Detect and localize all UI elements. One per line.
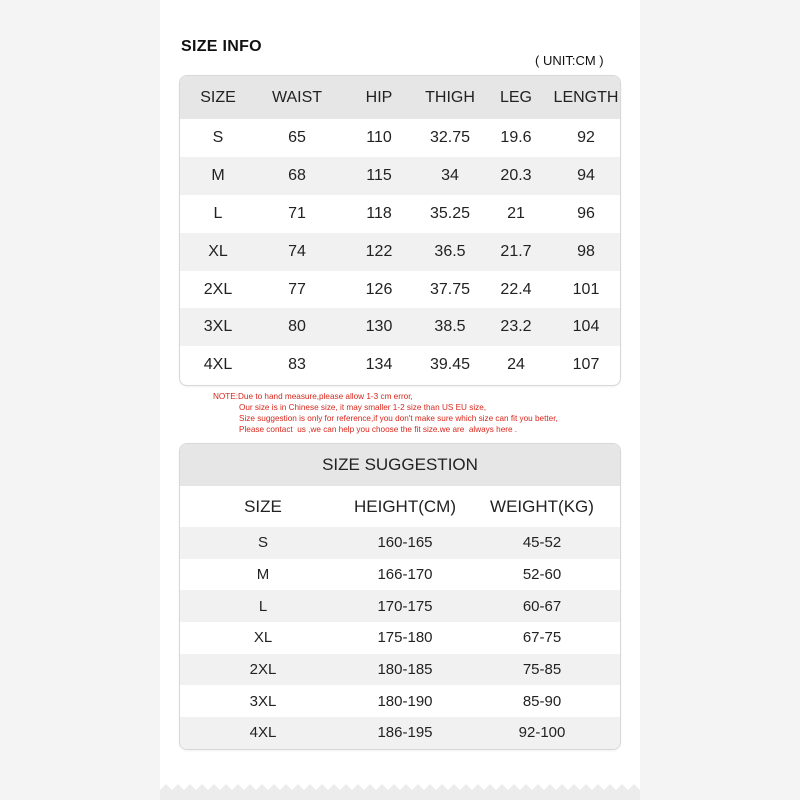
size-info-table — [180, 76, 620, 384]
cell-hip: 126 — [365, 280, 393, 298]
cell-waist: 65 — [288, 128, 306, 146]
table-row — [180, 119, 620, 157]
note-line-2: Our size is in Chinese size, it may smaller 1-2 size than US EU size, — [239, 403, 487, 412]
cell-height: 186-195 — [346, 717, 464, 749]
table-row — [180, 654, 620, 686]
cell-weight: 85-90 — [522, 692, 562, 710]
cell-hip: 122 — [338, 233, 420, 271]
cell-length: 96 — [577, 204, 595, 222]
page-margin-right — [639, 0, 800, 800]
cell-weight: 52-60 — [522, 566, 562, 584]
table-row — [180, 717, 620, 749]
table-row — [180, 559, 620, 591]
header-length: LENGTH — [552, 76, 620, 119]
size-suggestion-table — [180, 486, 620, 749]
cell-waist: 83 — [288, 356, 306, 374]
cell-length: 107 — [572, 356, 600, 374]
table-row — [180, 233, 620, 271]
cell-size: L — [213, 204, 223, 222]
note-line-4: Please contact us ,we can help you choose the fit size.we are always here . — [239, 425, 518, 434]
zigzag-bottom-edge — [160, 776, 640, 800]
table-row — [180, 685, 620, 717]
header-height: HEIGHT(CM) — [354, 496, 456, 516]
unit-label: ( UNIT:CM ) — [535, 53, 604, 68]
cell-leg: 23.2 — [480, 308, 552, 346]
cell-leg: 22.4 — [500, 280, 532, 298]
table-row — [180, 271, 620, 309]
cell-leg: 19.6 — [500, 128, 532, 146]
cell-height: 180-185 — [346, 654, 464, 686]
size-info-title: SIZE INFO — [181, 38, 262, 55]
cell-thigh: 32.75 — [429, 128, 471, 146]
header-size: SIZE — [244, 496, 282, 516]
cell-height: 166-170 — [377, 566, 433, 584]
table-row — [180, 195, 620, 233]
cell-length: 101 — [572, 280, 600, 298]
cell-size: M — [180, 157, 256, 195]
cell-size: XL — [180, 233, 256, 271]
cell-size: S — [180, 527, 346, 559]
cell-size: 2XL — [203, 280, 233, 298]
cell-thigh: 38.5 — [420, 308, 480, 346]
cell-weight: 92-100 — [464, 717, 620, 749]
table-row — [180, 590, 620, 622]
cell-height: 160-165 — [346, 527, 464, 559]
cell-waist: 80 — [256, 308, 338, 346]
size-suggestion-box — [179, 443, 621, 750]
cell-length: 98 — [552, 233, 620, 271]
cell-hip: 115 — [338, 157, 420, 195]
header-size: SIZE — [180, 76, 256, 119]
cell-hip: 110 — [366, 128, 392, 146]
cell-thigh: 34 — [420, 157, 480, 195]
header-hip: HIP — [338, 76, 420, 119]
header-thigh: THIGH — [420, 76, 480, 119]
cell-size: XL — [253, 629, 273, 647]
cell-size: L — [180, 590, 346, 622]
cell-weight: 67-75 — [522, 629, 562, 647]
cell-waist: 68 — [256, 157, 338, 195]
size-info-header-row — [180, 76, 620, 119]
cell-leg: 20.3 — [480, 157, 552, 195]
note-line-1: NOTE:Due to hand measure,please allow 1-3 cm error, — [213, 392, 413, 401]
cell-thigh: 37.75 — [429, 280, 471, 298]
header-weight: WEIGHT(KG) — [490, 496, 594, 516]
table-row — [180, 622, 620, 654]
cell-length: 104 — [552, 308, 620, 346]
cell-weight: 45-52 — [464, 527, 620, 559]
cell-leg: 21.7 — [480, 233, 552, 271]
cell-thigh: 35.25 — [429, 204, 471, 222]
cell-waist: 77 — [288, 280, 306, 298]
size-note — [213, 391, 558, 435]
cell-leg: 24 — [507, 356, 525, 374]
size-info-table-box — [179, 75, 621, 386]
cell-size: 4XL — [203, 356, 233, 374]
note-line-3: Size suggestion is only for reference,if you don't make sure which size can fit you better, — [239, 414, 558, 423]
header-waist: WAIST — [256, 76, 338, 119]
cell-size: M — [256, 566, 270, 584]
cell-length: 94 — [552, 157, 620, 195]
cell-weight: 75-85 — [464, 654, 620, 686]
page-margin-left — [0, 0, 161, 800]
cell-length: 92 — [577, 128, 595, 146]
cell-leg: 21 — [507, 204, 525, 222]
cell-size: 2XL — [180, 654, 346, 686]
size-suggestion-title: SIZE SUGGESTION — [180, 444, 620, 486]
cell-waist: 71 — [288, 204, 306, 222]
cell-height: 180-190 — [377, 692, 433, 710]
table-row — [180, 346, 620, 384]
table-row — [180, 527, 620, 559]
header-leg: LEG — [480, 76, 552, 119]
cell-size: 3XL — [180, 308, 256, 346]
cell-thigh: 36.5 — [420, 233, 480, 271]
cell-size: 4XL — [180, 717, 346, 749]
table-row — [180, 308, 620, 346]
cell-waist: 74 — [256, 233, 338, 271]
cell-hip: 130 — [338, 308, 420, 346]
size-suggestion-header-row — [180, 486, 620, 527]
cell-hip: 134 — [365, 356, 393, 374]
cell-weight: 60-67 — [464, 590, 620, 622]
cell-thigh: 39.45 — [429, 356, 471, 374]
table-row — [180, 157, 620, 195]
cell-size: 3XL — [249, 692, 277, 710]
cell-hip: 118 — [366, 204, 392, 222]
cell-size: S — [212, 128, 224, 146]
cell-height: 175-180 — [377, 629, 433, 647]
cell-height: 170-175 — [346, 590, 464, 622]
